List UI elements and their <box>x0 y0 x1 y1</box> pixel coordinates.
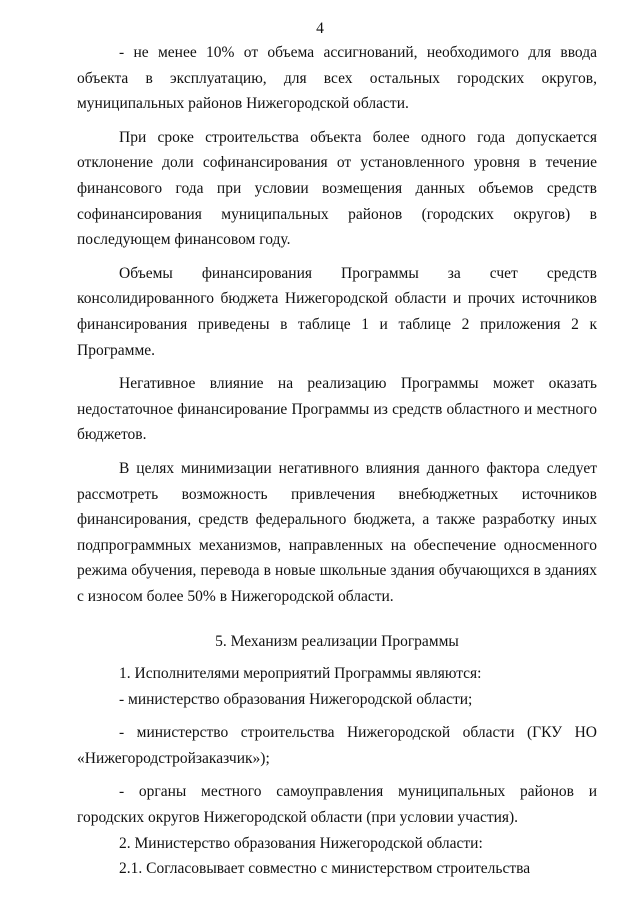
paragraph-financing-volumes: Объемы финансирования Программы за счет средств консолидированного бюджета Нижегородской области и прочих источников финансирования приведены в таблице 1 и таблице 2 приложения 2 к Программе. <box>77 264 597 359</box>
paragraph-negative-influence: Негативное влияние на реализацию Программы может оказать недостаточное финансирование Программы из средств областного и местного бюджетов. <box>77 375 597 444</box>
section-item-local-authorities: - органы местного самоуправления муниципальных районов и городских округов Нижегородской области (при условии участия). <box>77 783 597 827</box>
section-item-executors: 1. Исполнителями мероприятий Программы являются: <box>119 665 482 683</box>
section-item-ministry-education: - министерство образования Нижегородской области; <box>119 690 473 708</box>
document-body <box>77 40 597 882</box>
paragraph-cofinancing-share: - не менее 10% от объема ассигнований, необходимого для ввода объекта в эксплуатацию, для всех остальных городских округов, муниципальных районов Нижегородской области. <box>77 44 597 113</box>
section-item-ministry-education-duties: 2. Министерство образования Нижегородской области: <box>119 834 483 852</box>
section-item-ministry-construction: - министерство строительства Нижегородской области (ГКУ НО «Нижегородстройзаказчик»); <box>77 724 597 767</box>
section-item-2-1: 2.1. Согласовывает совместно с министерством строительства <box>119 860 531 878</box>
section-heading: 5. Механизм реализации Программы <box>215 633 459 651</box>
paragraph-construction-term: При сроке строительства объекта более одного года допускается отклонение доли софинансирования от установленного уровня в течение финансового года при условии возмещения данных объемов средств софинансирования муниципальных районов (городских округов) в последующем финансовом году. <box>77 128 597 249</box>
page-number: 4 <box>316 20 324 37</box>
paragraph-risk-minimization: В целях минимизации негативного влияния данного фактора следует рассмотреть возможность привлечения внебюджетных источников финансирования, средств федерального бюджета, а также разработку иных подпрограммных механизмов, направленных на обеспечение односменного режима обучения, перевода в новые школьные здания обучающихся в зданиях с износом более 50% в Нижегородской области. <box>77 459 597 605</box>
